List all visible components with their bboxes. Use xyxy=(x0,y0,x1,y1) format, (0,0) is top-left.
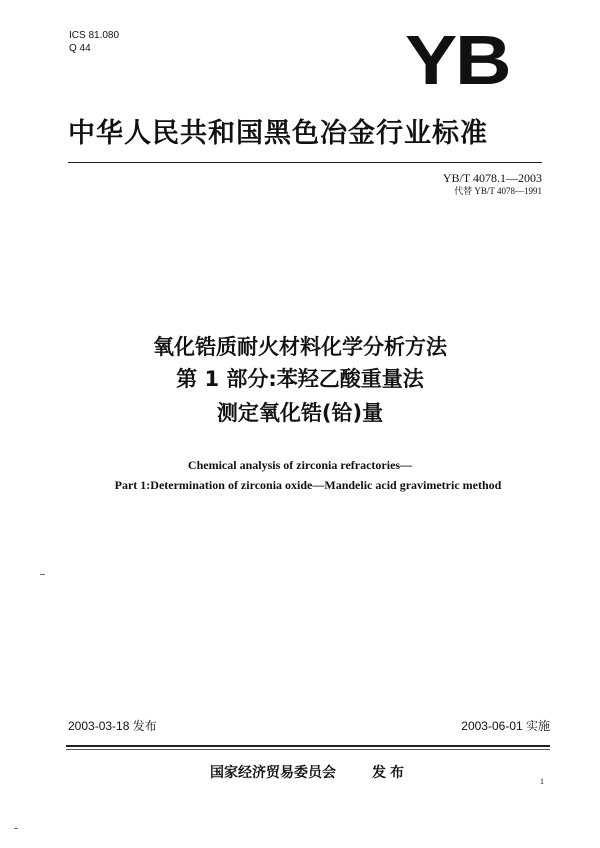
title-cn-line1: 氧化锆质耐火材料化学分析方法 xyxy=(153,335,447,359)
issuer-name: 国家经济贸易委员会 xyxy=(210,765,336,781)
replaces-standard: 代替 YB/T 4078—1991 xyxy=(454,186,542,196)
footer-divider-thin xyxy=(66,749,550,750)
yb-logo: YB xyxy=(405,21,510,99)
implement-date: 2003-06-01 实施 xyxy=(461,719,550,733)
publish-date: 2003-03-18 发布 xyxy=(68,719,157,733)
margin-mark xyxy=(40,574,45,575)
footer-divider xyxy=(66,745,550,747)
title-en-line1: Chemical analysis of zirconia refractories— xyxy=(187,458,413,472)
classification-codes xyxy=(69,29,119,55)
organization-title: 中华人民共和国黑色冶金行业标准 xyxy=(68,118,488,149)
scan-speck xyxy=(14,828,18,829)
ics-code: ICS 81.080 xyxy=(69,30,120,41)
ccs-code: Q 44 xyxy=(69,43,91,54)
page-number: 1 xyxy=(540,777,544,786)
issue-label: 发布 xyxy=(372,765,408,781)
title-cn-line2: 第 1 部分:苯羟乙酸重量法 xyxy=(176,367,424,391)
standard-number: YB/T 4078.1—2003 xyxy=(442,171,542,185)
title-cn-line3: 测定氧化锆(铪)量 xyxy=(216,401,384,425)
header-divider xyxy=(68,162,542,163)
title-en-line2: Part 1:Determination of zirconia oxide—Mandelic acid gravimetric method xyxy=(114,478,502,492)
